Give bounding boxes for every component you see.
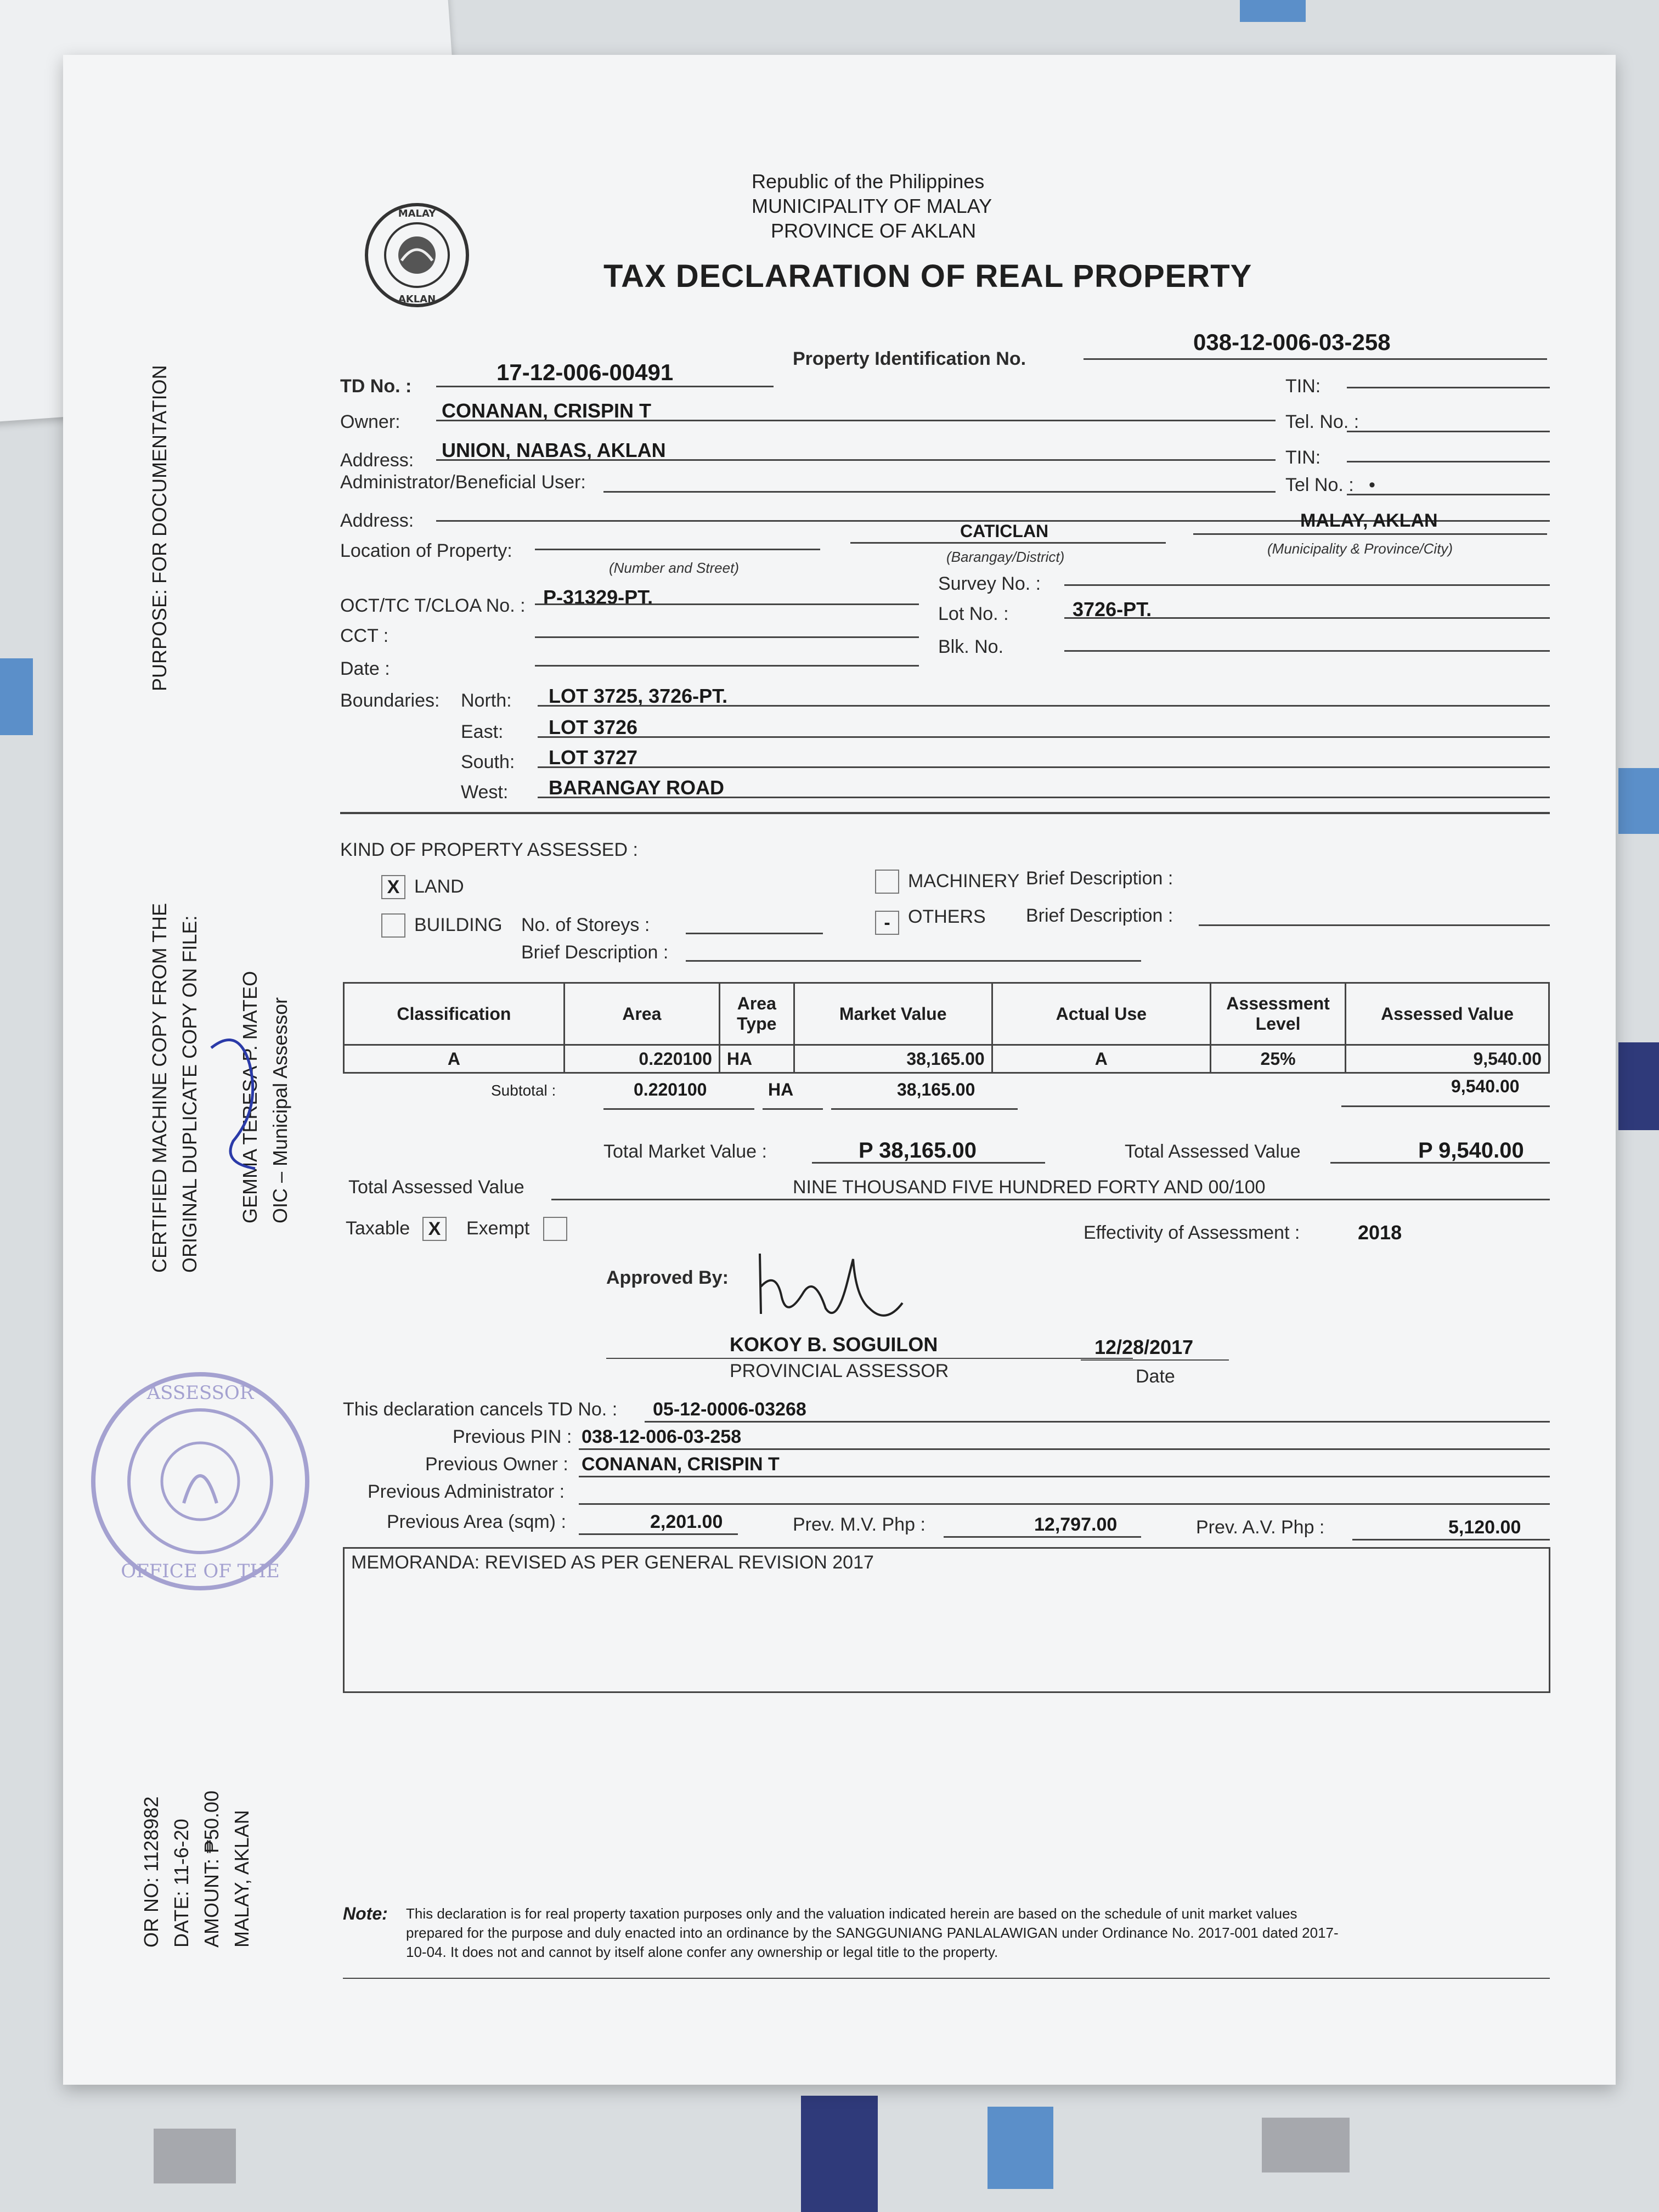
purpose-stamp: PURPOSE: FOR DOCUMENTATION [148,365,171,691]
bg-tile [1618,1042,1659,1130]
header-municipality: MUNICIPALITY OF MALAY [752,195,992,217]
total-mv-line [812,1162,1045,1164]
cct-line [535,636,919,638]
total-av-words-line [551,1199,1550,1200]
tax-declaration-document [63,55,1616,2085]
or-amount: AMOUNT: ₱50.00 [200,1790,223,1948]
prev-owner-label: Previous Owner : [425,1454,568,1475]
south-value: LOT 3727 [549,746,638,769]
bg-tile [0,658,33,735]
col-assessment-level: Assessment Level [1211,983,1346,1045]
td-no-line [436,386,774,387]
assessment-table [343,982,1550,1074]
south-line [538,766,1550,768]
owner-line [436,420,1276,421]
office-stamp-seal [85,1366,315,1596]
certified-line2: ORIGINAL DUPLICATE COPY ON FILE: [178,915,201,1273]
bg-tile [154,2129,236,2183]
col-classification: Classification [344,983,565,1045]
cell-classification: A [344,1045,565,1073]
td-no-value: 17-12-006-00491 [496,359,674,385]
tin2-line [1347,461,1550,462]
cct-label: CCT : [340,625,389,646]
header-republic: Republic of the Philippines [752,170,985,193]
or-no: OR NO: 1128982 [140,1796,162,1948]
others-label: OTHERS [908,906,986,927]
pin-value: 038-12-006-03-258 [1193,329,1391,355]
approved-date: 12/28/2017 [1094,1336,1194,1358]
prev-mv-line [944,1536,1141,1538]
memoranda-text: MEMORANDA: REVISED AS PER GENERAL REVISION 2017 [351,1552,874,1573]
kind-label: KIND OF PROPERTY ASSESSED : [340,839,638,860]
effectivity-label: Effectivity of Assessment : [1084,1222,1300,1243]
boundaries-label: Boundaries: [340,690,440,711]
total-mv-label: Total Market Value : [603,1141,767,1162]
col-actual-use: Actual Use [992,983,1210,1045]
pin-label: Property Identification No. [793,348,1026,369]
page-title: TAX DECLARATION OF REAL PROPERTY [603,258,1252,294]
td-no-label: TD No. : [340,376,412,397]
municipality-caption: (Municipality & Province/City) [1267,540,1453,557]
west-label: West: [461,782,509,803]
bg-tile [1618,768,1659,834]
prev-av-value: 5,120.00 [1448,1517,1521,1538]
north-value: LOT 3725, 3726-PT. [549,685,728,707]
subtotal-av-line [1341,1105,1550,1107]
subtotal-type-line [763,1108,823,1110]
west-line [538,797,1550,798]
total-av-value: P 9,540.00 [1418,1138,1524,1163]
barangay-value: CATICLAN [960,521,1049,541]
prev-area-value: 2,201.00 [650,1511,723,1532]
east-line [538,736,1550,738]
others-checkbox[interactable]: - [875,911,899,935]
address-value: UNION, NABAS, AKLAN [442,439,666,461]
or-place: MALAY, AKLAN [230,1810,253,1948]
oct-line [535,603,919,605]
total-av-line [1330,1162,1550,1164]
subtotal-label: Subtotal : [491,1082,556,1099]
section-divider [340,812,1550,814]
approved-label: Approved By: [606,1267,729,1288]
col-area-type: Area Type [719,983,794,1045]
col-assessed-value: Assessed Value [1346,983,1549,1045]
tel-label: Tel. No. : [1285,411,1359,432]
table-header-row [344,983,1549,1045]
approved-date-line [1081,1359,1229,1361]
note-text-line3: 10-04. It does not and cannot by itself alone confer any ownership or legal title to the property. [406,1944,998,1960]
address-label: Address: [340,450,414,471]
subtotal-market-value: 38,165.00 [897,1080,975,1099]
taxable-checkbox[interactable]: X [422,1217,447,1241]
pin-line [1084,358,1547,360]
municipality-value: MALAY, AKLAN [1300,510,1438,531]
bg-tile [1262,2118,1350,2172]
storeys-line [686,933,823,934]
barangay-caption: (Barangay/District) [946,549,1065,565]
cell-market-value: 38,165.00 [794,1045,992,1073]
tin-label: TIN: [1285,376,1321,397]
prev-owner-value: CONANAN, CRISPIN T [582,1454,780,1475]
prev-admin-line [579,1503,1550,1505]
subtotal-mv-line [831,1108,1018,1110]
col-market-value: Market Value [794,983,992,1045]
cell-actual-use: A [992,1045,1210,1073]
total-av-label: Total Assessed Value [1125,1141,1301,1162]
location-street-line [535,549,820,550]
admin-label: Administrator/Beneficial User: [340,472,586,493]
cell-area-type: HA [719,1045,794,1073]
building-brief-line [686,960,1141,962]
prev-av-label: Prev. A.V. Php : [1196,1517,1325,1538]
prev-area-label: Previous Area (sqm) : [387,1511,566,1532]
table-row [344,1045,1549,1073]
prev-admin-label: Previous Administrator : [368,1481,565,1502]
svg-text:MALAY: MALAY [398,208,436,219]
total-av-words-label: Total Assessed Value [348,1177,524,1198]
bg-tile [988,2107,1053,2189]
prev-pin-label: Previous PIN : [453,1426,572,1447]
approver-name: KOKOY B. SOGUILON [730,1333,938,1356]
storeys-label: No. of Storeys : [521,915,650,935]
prev-area-line [579,1533,738,1535]
lot-value: 3726-PT. [1073,598,1152,620]
subtotal-assessed-value: 9,540.00 [1451,1076,1520,1096]
margin-signature [189,1031,283,1185]
bg-tile [801,2096,878,2212]
header-province: PROVINCE OF AKLAN [771,219,977,242]
prev-pin-line [579,1448,1550,1450]
land-checkbox[interactable]: X [381,875,405,899]
west-value: BARANGAY ROAD [549,776,725,799]
taxable-label: Taxable [346,1218,410,1239]
owner-label: Owner: [340,411,400,432]
approver-signature [743,1248,963,1347]
machinery-brief-label: Brief Description : [1026,868,1173,889]
col-area: Area [564,983,719,1045]
prev-mv-value: 12,797.00 [1034,1514,1118,1535]
south-label: South: [461,752,515,772]
or-date: DATE: 11-6-20 [170,1819,193,1948]
land-label: LAND [414,876,464,897]
others-brief-line [1199,924,1550,926]
machinery-checkbox[interactable] [875,870,899,894]
total-av-words-value: NINE THOUSAND FIVE HUNDRED FORTY AND 00/100 [793,1177,1266,1198]
cell-assessment-level: 25% [1211,1045,1346,1073]
total-mv-value: P 38,165.00 [859,1138,977,1163]
building-checkbox[interactable] [381,913,405,938]
signer-name: GEMMA TERESA P. MATEO [239,970,261,1223]
bg-tile [1240,0,1306,22]
note-line [343,1978,1550,1979]
oct-value: P-31329-PT. [543,586,653,608]
oct-label: OCT/TC T/CLOA No. : [340,595,526,616]
municipality-line [1193,533,1547,535]
svg-text:OFFICE OF THE: OFFICE OF THE [121,1560,280,1582]
subtotal-area-type: HA [768,1080,794,1099]
svg-text:ASSESSOR: ASSESSOR [146,1382,254,1404]
date-line [535,665,919,667]
effectivity-value: 2018 [1358,1221,1402,1244]
svg-text:AKLAN: AKLAN [398,294,436,305]
tin-line [1347,387,1550,388]
blk-label: Blk. No. [938,636,1004,657]
approver-title: PROVINCIAL ASSESSOR [730,1361,949,1381]
cancels-label: This declaration cancels TD No. : [343,1399,618,1420]
prev-pin-value: 038-12-006-03-258 [582,1426,742,1447]
municipal-seal-icon [362,200,472,310]
address-line [436,459,1276,461]
cell-area: 0.220100 [564,1045,719,1073]
owner-value: CONANAN, CRISPIN T [442,399,652,422]
date-label: Date : [340,658,390,679]
exempt-label: Exempt [466,1218,530,1239]
certified-line1: CERTIFIED MACHINE COPY FROM THE [148,902,171,1273]
subtotal-area-line [603,1108,754,1110]
tel2-mark: • [1369,475,1375,495]
approver-line [606,1358,1133,1359]
machinery-label: MACHINERY [908,871,1020,891]
lot-label: Lot No. : [938,603,1009,624]
note-text-line1: This declaration is for real property taxation purposes only and the valuation indicated herein are based on the schedule of unit market values [406,1905,1297,1922]
tel2-label: Tel No. : [1285,475,1354,495]
admin-line [603,491,1276,493]
prev-mv-label: Prev. M.V. Php : [793,1514,926,1535]
subtotal-area: 0.220100 [634,1080,707,1099]
prev-av-line [1352,1539,1550,1541]
cancels-value: 05-12-0006-03268 [653,1399,806,1420]
east-value: LOT 3726 [549,716,638,738]
tin2-label: TIN: [1285,447,1321,468]
lot-line [1064,617,1550,619]
location-label: Location of Property: [340,540,512,561]
approved-date-caption: Date [1136,1366,1175,1387]
cancels-line [645,1421,1550,1423]
others-brief-label: Brief Description : [1026,905,1173,926]
north-label: North: [461,690,512,711]
survey-label: Survey No. : [938,573,1041,594]
memoranda-box [343,1547,1550,1693]
cell-assessed-value: 9,540.00 [1346,1045,1549,1073]
admin-address-label: Address: [340,510,414,531]
north-line [538,705,1550,707]
street-caption: (Number and Street) [609,560,739,576]
east-label: East: [461,721,504,742]
exempt-checkbox[interactable] [543,1217,567,1241]
tel-line [1347,431,1550,432]
note-label: Note: [343,1904,388,1923]
building-brief-label: Brief Description : [521,942,669,963]
building-label: BUILDING [414,915,503,935]
signer-title: OIC – Municipal Assessor [269,997,291,1223]
blk-line [1064,650,1550,652]
tel2-line [1347,494,1550,495]
prev-owner-line [579,1476,1550,1477]
barangay-line [850,542,1166,544]
survey-line [1064,584,1550,586]
note-text-line2: prepared for the purpose and duly enacted into an ordinance by the SANGGUNIANG PANLALAWIGAN under Ordinance No. 2017-001 dated 2017- [406,1925,1339,1941]
